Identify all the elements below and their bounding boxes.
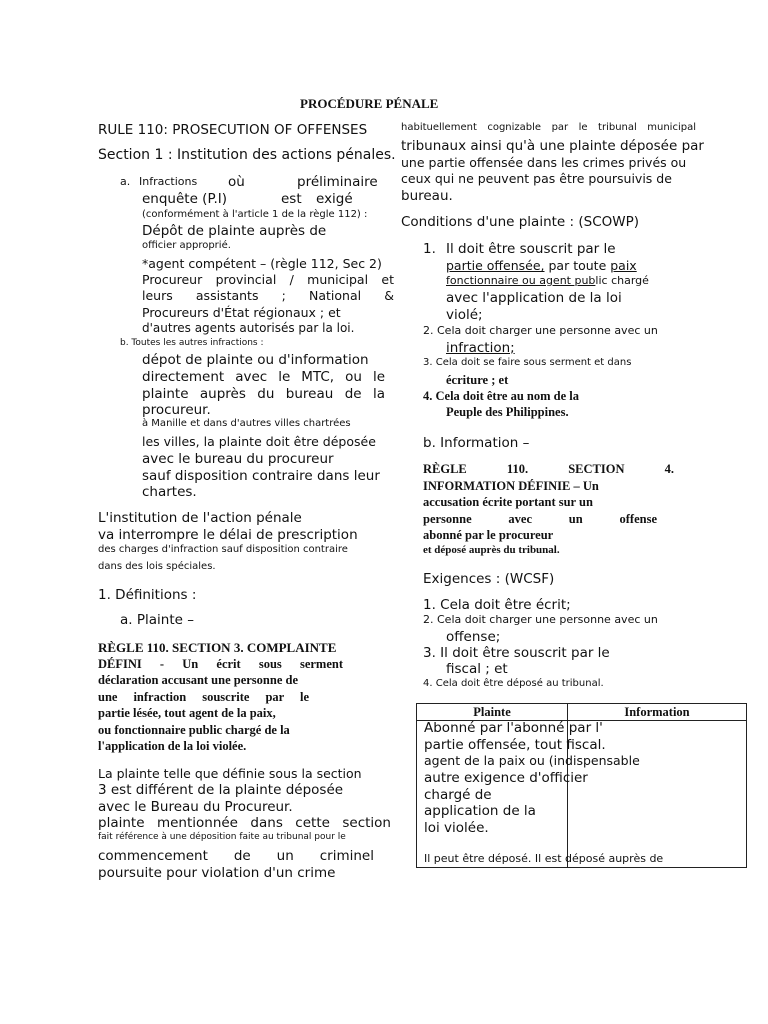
text-line: Abonné par l'abonné par l' <box>424 720 603 736</box>
text-line: infraction; <box>446 340 515 356</box>
text-line: Il peut être déposé. Il est déposé auprès de <box>424 852 664 865</box>
table-header-row <box>417 704 747 721</box>
text-line: Dépôt de plainte auprès de <box>142 223 327 239</box>
text-line: chartes. <box>142 484 197 500</box>
text-span: par toute <box>544 258 611 273</box>
text-line: d'autres agents autorisés par la loi. <box>142 321 355 335</box>
text-line: ou fonctionnaire public chargé de la <box>98 723 290 737</box>
page-title: PROCÉDURE PÉNALE <box>300 96 439 111</box>
text-line: fait référence à une déposition faite au tribunal pour le <box>98 832 346 842</box>
text-line: Infractions <box>139 175 198 188</box>
text-line: Procureur provincial / municipal et <box>142 272 394 287</box>
text-line: déclaration accusant une personne de <box>98 673 298 687</box>
text-line: autre exigence d'officier <box>424 770 588 786</box>
text-line: à Manille et dans d'autres villes chartrées <box>142 418 351 429</box>
text-line: procureur. <box>142 402 211 418</box>
text-line: habituellement cognizable par le tribunal municipal <box>401 122 696 133</box>
text-line: où <box>228 174 245 190</box>
text-line: avec le Bureau du Procureur. <box>98 799 293 815</box>
text-line: est <box>281 191 302 207</box>
text-line: loi violée. <box>424 820 489 836</box>
text-line: partie lésée, tout agent de la paix, <box>98 706 276 720</box>
text-line: écriture ; et <box>446 373 509 387</box>
text-line: avec l'application de la loi <box>446 290 622 306</box>
text-line: poursuite pour violation d'un crime <box>98 865 336 881</box>
text-line: chargé de <box>424 787 492 803</box>
text-line: et déposé auprès du tribunal. <box>423 544 560 556</box>
underlined-text: partie offensée, <box>446 258 545 273</box>
text-line: RÈGLE 110. SECTION 4. <box>423 462 674 476</box>
text-line: des charges d'infraction sauf disposition contraire <box>98 544 348 555</box>
list-number: 1. <box>423 241 436 257</box>
text-line: plainte mentionnée dans cette section <box>98 815 391 831</box>
text-line: La plainte telle que définie sous la section <box>98 766 362 781</box>
text-line: enquête (P.I) <box>142 191 228 207</box>
text-line: 2. Cela doit charger une personne avec un <box>423 324 658 337</box>
text-line: (conformément à l'article 1 de la règle 112) : <box>142 209 368 220</box>
text-line <box>446 258 637 273</box>
text-line <box>446 274 649 287</box>
underlined-text: paix <box>610 258 637 273</box>
text-line: une partie offensée dans les crimes privés ou <box>401 155 687 170</box>
text-line: Peuple des Philippines. <box>446 405 569 419</box>
table-header-plainte: Plainte <box>417 704 568 721</box>
definitions-heading: 1. Définitions : <box>98 587 197 603</box>
rule-heading: RULE 110: PROSECUTION OF OFFENSES <box>98 122 368 138</box>
text-line: 4. Cela doit être déposé au tribunal. <box>423 678 604 689</box>
text-line: tribunaux ainsi qu'à une plainte déposée par <box>401 138 704 154</box>
text-line: leurs assistants ; National & <box>142 288 394 303</box>
list-label-a: a. <box>120 175 131 188</box>
text-line: 3. Il doit être souscrit par le <box>423 645 610 661</box>
text-line: plainte auprès du bureau de la <box>142 386 385 402</box>
text-line: sauf disposition contraire dans leur <box>142 468 380 484</box>
text-line: dans des lois spéciales. <box>98 561 216 572</box>
text-line: exigé <box>316 191 353 207</box>
text-line: 2. Cela doit charger une personne avec un <box>423 613 658 626</box>
list-heading-b: b. Toutes les autres infractions : <box>120 338 264 348</box>
text-line: les villes, la plainte doit être déposée <box>142 434 376 449</box>
text-span: lic chargé <box>595 274 649 287</box>
text-line: abonné par le procureur <box>423 528 554 542</box>
text-line: 3 est différent de la plainte déposée <box>98 782 344 798</box>
text-line: accusation écrite portant sur un <box>423 495 593 509</box>
text-line: L'institution de l'action pénale <box>98 510 302 526</box>
text-line: RÈGLE 110. SECTION 3. COMPLAINTE <box>98 640 337 655</box>
text-line: une infraction souscrite par le <box>98 690 309 704</box>
text-line: INFORMATION DÉFINIE – Un <box>423 479 599 493</box>
text-line: Procureurs d'État régionaux ; et <box>142 305 341 320</box>
text-line: application de la <box>424 803 536 819</box>
text-line: violé; <box>446 307 483 323</box>
text-line: avec le bureau du procureur <box>142 451 334 467</box>
list-item-information: b. Information – <box>423 435 530 451</box>
text-line: agent de la paix ou (indispensable <box>424 753 640 768</box>
section-1-heading: Section 1 : Institution des actions pénales. <box>98 147 396 163</box>
text-line: l'application de la loi violée. <box>98 739 247 753</box>
list-item-plainte: a. Plainte – <box>120 612 194 628</box>
text-line: ceux qui ne peuvent pas être poursuivis de <box>401 171 672 186</box>
exigences-heading: Exigences : (WCSF) <box>423 571 555 587</box>
text-line: va interrompre le délai de prescription <box>98 527 358 543</box>
text-line: offense; <box>446 629 501 645</box>
text-line: personne avec un offense <box>423 512 657 526</box>
text-line: directement avec le MTC, ou le <box>142 369 385 385</box>
text-line: Il doit être souscrit par le <box>446 241 616 257</box>
text-line: 3. Cela doit se faire sous serment et dans <box>423 357 632 368</box>
conditions-heading: Conditions d'une plainte : (SCOWP) <box>401 214 640 230</box>
text-line: bureau. <box>401 188 453 204</box>
underlined-text: fonctionnaire ou agent pub <box>446 274 596 287</box>
text-line: 1. Cela doit être écrit; <box>423 597 571 613</box>
text-line: DÉFINI - Un écrit sous serment <box>98 657 343 671</box>
text-line: préliminaire <box>297 174 378 190</box>
text-line: dépot de plainte ou d'information <box>142 352 369 368</box>
text-line: partie offensée, tout fiscal. <box>424 737 606 753</box>
text-line: *agent compétent – (règle 112, Sec 2) <box>142 256 382 271</box>
text-line: officier approprié. <box>142 240 231 251</box>
text-line: commencement de un criminel <box>98 848 374 864</box>
text-line: 4. Cela doit être au nom de la <box>423 389 580 403</box>
text-line: fiscal ; et <box>446 661 508 677</box>
table-header-information: Information <box>568 704 747 721</box>
